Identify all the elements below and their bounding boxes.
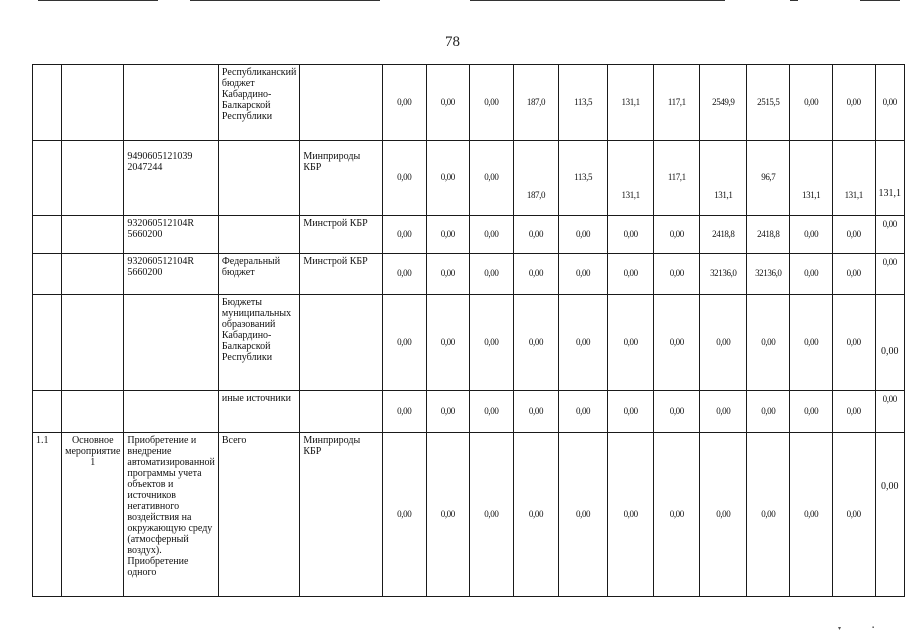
value-cell: 0,00 — [654, 216, 700, 254]
value-cell: 0,00 — [469, 216, 513, 254]
executor-cell: Минприроды КБР — [300, 433, 382, 597]
value-cell: 2418,8 — [700, 216, 747, 254]
value-cell: 0,00 — [469, 65, 513, 141]
executor-cell: Минстрой КБР — [300, 254, 382, 295]
value-cell: 0,00 — [382, 254, 426, 295]
value-cell: 131,1 — [875, 141, 905, 216]
value-cell: 0,00 — [382, 216, 426, 254]
value-cell: 0,00 — [700, 433, 747, 597]
source-cell: Бюджеты муниципальных образований Кабардино-Балкарской Республики — [218, 295, 299, 391]
value-cell: 32136,0 — [747, 254, 790, 295]
value-cell: 0,00 — [832, 391, 875, 433]
value-cell: 0,00 — [426, 391, 469, 433]
executor-cell: Минстрой КБР — [300, 216, 382, 254]
value-cell: 113,5 — [559, 141, 608, 216]
budget-table — [32, 64, 905, 597]
value-cell: 0,00 — [469, 254, 513, 295]
value-cell: 0,00 — [790, 216, 833, 254]
top-edge-line — [470, 0, 725, 1]
value-cell: 0,00 — [513, 216, 558, 254]
value-cell: 117,1 — [654, 141, 700, 216]
scan-mark: ▾ — [838, 626, 842, 632]
value-cell: 0,00 — [700, 391, 747, 433]
value-cell: 0,00 — [747, 433, 790, 597]
value-cell: 0,00 — [832, 254, 875, 295]
value-cell: 0,00 — [382, 433, 426, 597]
row-number-cell — [33, 65, 62, 141]
value-cell: 117,1 — [654, 65, 700, 141]
value-cell: 0,00 — [608, 433, 654, 597]
table-row — [33, 216, 905, 254]
value-cell: 0,00 — [426, 65, 469, 141]
source-cell — [218, 216, 299, 254]
value-cell: 0,00 — [382, 65, 426, 141]
activity-type-cell — [62, 65, 124, 141]
top-edge-line — [860, 0, 900, 1]
value-cell: 131,1 — [790, 141, 833, 216]
value-cell: 187,0 — [513, 65, 558, 141]
value-cell: 0,00 — [875, 216, 905, 254]
activity-type-cell — [62, 391, 124, 433]
activity-type-cell — [62, 141, 124, 216]
value-cell: 0,00 — [469, 391, 513, 433]
value-cell: 0,00 — [608, 391, 654, 433]
scan-mark: ▪ — [872, 625, 875, 631]
table-row — [33, 141, 905, 216]
value-cell: 0,00 — [469, 141, 513, 216]
value-cell: 0,00 — [654, 254, 700, 295]
value-cell: 0,00 — [875, 295, 905, 391]
page-number: 78 — [445, 34, 460, 50]
value-cell: 0,00 — [513, 254, 558, 295]
value-cell: 0,00 — [559, 254, 608, 295]
value-cell: 0,00 — [747, 295, 790, 391]
activity-type-cell — [62, 254, 124, 295]
table-row — [33, 295, 905, 391]
value-cell: 0,00 — [426, 254, 469, 295]
value-cell: 0,00 — [426, 295, 469, 391]
value-cell: 0,00 — [608, 254, 654, 295]
value-cell: 0,00 — [559, 391, 608, 433]
source-cell: иные источники — [218, 391, 299, 433]
row-number-cell — [33, 141, 62, 216]
table-row — [33, 391, 905, 433]
table-row — [33, 65, 905, 141]
executor-cell: Минприроды КБР — [300, 141, 382, 216]
value-cell: 0,00 — [654, 391, 700, 433]
value-cell: 0,00 — [513, 433, 558, 597]
value-cell: 0,00 — [426, 433, 469, 597]
source-cell: Республиканский бюджет Кабардино-Балкарской Республики — [218, 65, 299, 141]
value-cell: 0,00 — [832, 295, 875, 391]
top-edge-line — [190, 0, 380, 1]
value-cell: 0,00 — [790, 391, 833, 433]
source-cell: Федеральный бюджет — [218, 254, 299, 295]
value-cell: 0,00 — [559, 216, 608, 254]
source-cell: Всего — [218, 433, 299, 597]
value-cell: 0,00 — [875, 254, 905, 295]
value-cell: 2515,5 — [747, 65, 790, 141]
value-cell: 0,00 — [382, 295, 426, 391]
value-cell: 0,00 — [608, 295, 654, 391]
value-cell: 0,00 — [790, 65, 833, 141]
value-cell: 96,7 — [747, 141, 790, 216]
value-cell: 0,00 — [382, 141, 426, 216]
row-number-cell — [33, 216, 62, 254]
code-cell — [124, 391, 219, 433]
code-cell — [124, 295, 219, 391]
value-cell: 0,00 — [832, 433, 875, 597]
value-cell: 131,1 — [700, 141, 747, 216]
code-cell: 932060512104R 5660200 — [124, 254, 219, 295]
activity-name-cell: Приобретение и внедрение автоматизированной программы учета объектов и источников негативного воздействия на окружающую среду (атмосферный воздух). Приобретение одного — [124, 433, 219, 597]
row-number-cell: 1.1 — [33, 433, 62, 597]
top-edge-line — [790, 0, 798, 1]
value-cell: 113,5 — [559, 65, 608, 141]
executor-cell — [300, 391, 382, 433]
value-cell: 0,00 — [469, 295, 513, 391]
value-cell: 0,00 — [875, 391, 905, 433]
value-cell: 131,1 — [608, 141, 654, 216]
source-cell — [218, 141, 299, 216]
value-cell: 0,00 — [832, 65, 875, 141]
value-cell: 0,00 — [700, 295, 747, 391]
value-cell: 0,00 — [875, 433, 905, 597]
value-cell: 0,00 — [790, 295, 833, 391]
value-cell: 0,00 — [469, 433, 513, 597]
value-cell: 0,00 — [426, 141, 469, 216]
value-cell: 0,00 — [608, 216, 654, 254]
top-edge-line — [38, 0, 158, 1]
activity-type-cell — [62, 295, 124, 391]
code-cell: 9490605121039 2047244 — [124, 141, 219, 216]
value-cell: 0,00 — [559, 295, 608, 391]
code-cell — [124, 65, 219, 141]
activity-type-cell: Основное мероприятие 1 — [62, 433, 124, 597]
value-cell: 0,00 — [790, 433, 833, 597]
value-cell: 0,00 — [513, 391, 558, 433]
value-cell: 0,00 — [654, 295, 700, 391]
value-cell: 2549,9 — [700, 65, 747, 141]
row-number-cell — [33, 295, 62, 391]
value-cell: 32136,0 — [700, 254, 747, 295]
table-row — [33, 254, 905, 295]
value-cell: 0,00 — [426, 216, 469, 254]
activity-type-cell — [62, 216, 124, 254]
value-cell: 0,00 — [747, 391, 790, 433]
code-cell: 932060512104R 5660200 — [124, 216, 219, 254]
value-cell: 131,1 — [832, 141, 875, 216]
value-cell: 0,00 — [513, 295, 558, 391]
executor-cell — [300, 65, 382, 141]
value-cell: 131,1 — [608, 65, 654, 141]
value-cell: 0,00 — [559, 433, 608, 597]
value-cell: 0,00 — [382, 391, 426, 433]
executor-cell — [300, 295, 382, 391]
row-number-cell — [33, 254, 62, 295]
value-cell: 0,00 — [832, 216, 875, 254]
row-number-cell — [33, 391, 62, 433]
value-cell: 0,00 — [654, 433, 700, 597]
table-row — [33, 433, 905, 597]
value-cell: 187,0 — [513, 141, 558, 216]
value-cell: 0,00 — [790, 254, 833, 295]
value-cell: 0,00 — [875, 65, 905, 141]
value-cell: 2418,8 — [747, 216, 790, 254]
